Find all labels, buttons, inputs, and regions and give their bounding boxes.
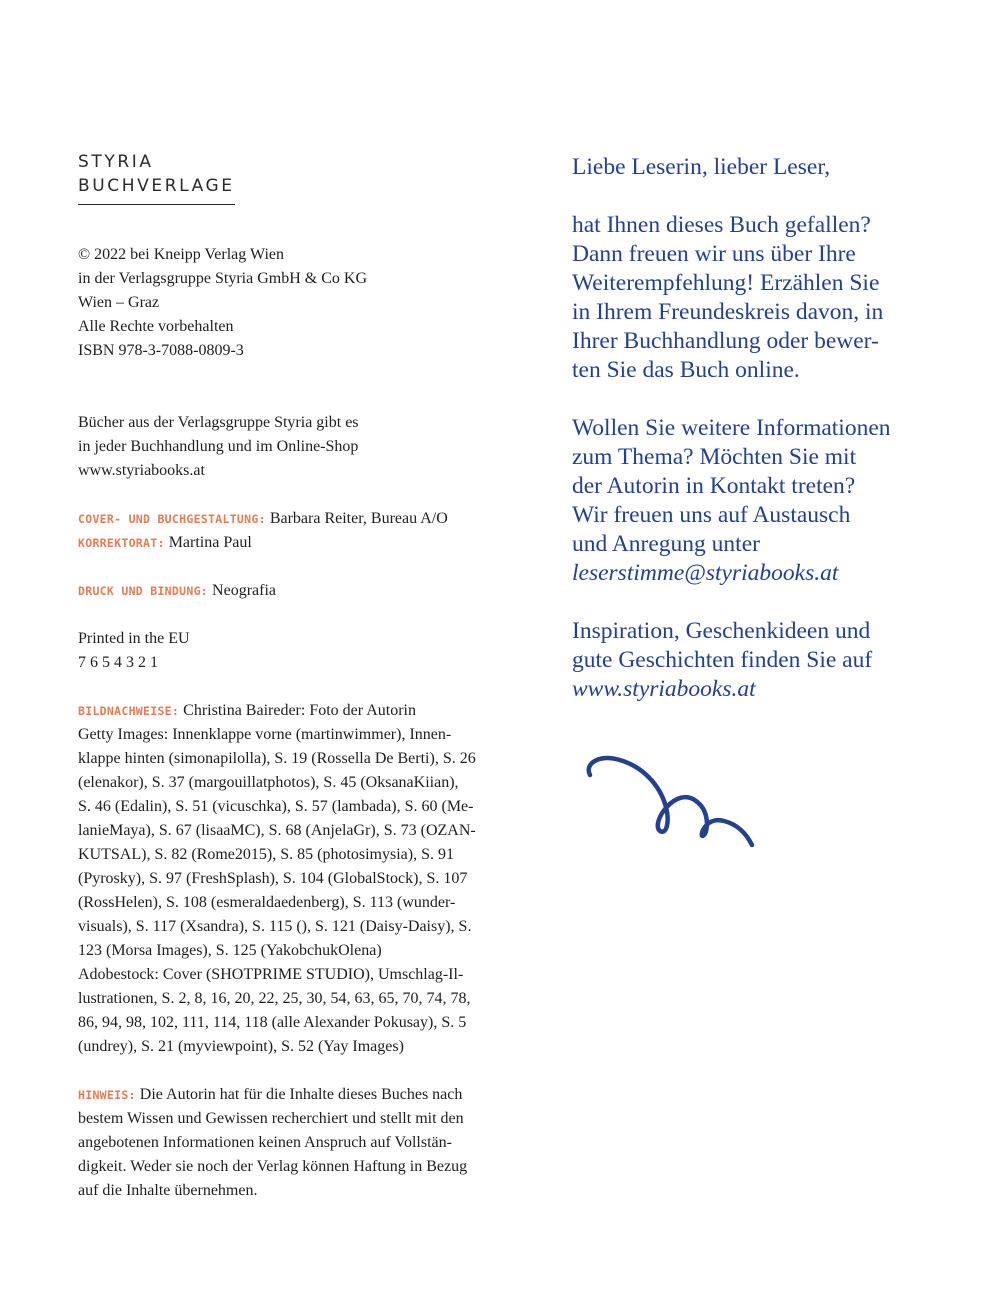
- letter-line: Wir freuen uns auf Austausch: [572, 502, 851, 528]
- letter-line: Weiterempfehlung! Erzählen Sie: [572, 270, 880, 296]
- picture-credits-block: [78, 699, 548, 1059]
- picture-credit-line: lanieMaya), S. 67 (lisaaMC), S. 68 (AnjelaGr), S. 73 (OZAN-: [78, 822, 476, 839]
- credit-label: KORREKTORAT:: [78, 536, 165, 550]
- picture-credit-line: 123 (Morsa Images), S. 125 (YakobchukOlena): [78, 942, 382, 959]
- credits-block: [78, 507, 548, 603]
- picture-credit-line: Adobestock: Cover (SHOTPRIME STUDIO), Umschlag-Il-: [78, 966, 464, 983]
- picture-credit-line: (elenakor), S. 37 (margouillatphotos), S. 45 (OksanaKiian),: [78, 774, 459, 791]
- notice-line: digkeit. Weder sie noch der Verlag können Haftung in Bezug: [78, 1158, 468, 1175]
- imprint-column: [78, 243, 548, 1203]
- imprint-line: Wien – Graz: [78, 294, 160, 311]
- publisher-logo: [78, 150, 235, 198]
- credit-printing: [78, 579, 548, 603]
- letter-line: Ihrer Buchhandlung oder bewer-: [572, 328, 879, 354]
- availability-block: [78, 411, 548, 483]
- letter-line: der Autorin in Kontakt treten?: [572, 473, 856, 499]
- picture-credit-line: S. 46 (Edalin), S. 51 (vicuschka), S. 57 (lambada), S. 60 (Me-: [78, 798, 474, 815]
- picture-credit-line: klappe hinten (simonapilolla), S. 19 (Rossella De Berti), S. 26: [78, 750, 476, 767]
- picture-credit-line: (undrey), S. 21 (myviewpoint), S. 52 (Yay Images): [78, 1038, 404, 1055]
- letter-line: hat Ihnen dieses Buch gefallen?: [572, 212, 871, 238]
- letter-line: zum Thema? Möchten Sie mit: [572, 444, 857, 470]
- credit-cover: [78, 507, 548, 531]
- logo-line-2: BUCHVERLAGE: [78, 176, 235, 196]
- printed-block: [78, 627, 548, 675]
- print-run: 7 6 5 4 3 2 1: [78, 654, 158, 671]
- isbn: ISBN 978-3-7088-0809-3: [78, 342, 244, 359]
- picture-credits-label: BILDNACHWEISE:: [78, 704, 180, 718]
- credit-label: DRUCK UND BINDUNG:: [78, 584, 209, 598]
- credit-value: Neografia: [212, 582, 276, 599]
- notice-line: [78, 1083, 548, 1107]
- picture-credit-line: KUTSAL), S. 82 (Rome2015), S. 85 (photosimysia), S. 91: [78, 846, 454, 863]
- availability-line: Bücher aus der Verlagsgruppe Styria gibt es: [78, 414, 359, 431]
- picture-credit-line: Getty Images: Innenklappe vorne (martinwimmer), Innen-: [78, 726, 452, 743]
- picture-credit-line: (Pyrosky), S. 97 (FreshSplash), S. 104 (GlobalStock), S. 107: [78, 870, 468, 887]
- letter-line: Inspiration, Geschenkideen und: [572, 618, 871, 644]
- logo-underline: [78, 204, 235, 205]
- printed-line: Printed in the EU: [78, 630, 190, 647]
- website-link[interactable]: www.styriabooks.at: [572, 676, 756, 702]
- credit-value: Barbara Reiter, Bureau A/O: [269, 510, 448, 527]
- imprint-line: © 2022 bei Kneipp Verlag Wien: [78, 246, 284, 263]
- picture-credit-line: visuals), S. 117 (Xsandra), S. 115 (), S. 121 (Daisy-Daisy), S.: [78, 918, 472, 935]
- imprint-line: Alle Rechte vorbehalten: [78, 318, 234, 335]
- notice-line: auf die Inhalte übernehmen.: [78, 1182, 258, 1199]
- notice-label: HINWEIS:: [78, 1088, 136, 1102]
- credit-label: COVER- UND BUCHGESTALTUNG:: [78, 512, 266, 526]
- logo-line-1: STYRIA: [78, 152, 154, 172]
- letter-line: ten Sie das Buch online.: [572, 357, 800, 383]
- letter-line: Dann freuen wir uns über Ihre: [572, 241, 856, 267]
- letter-line: in Ihrem Freundeskreis davon, in: [572, 299, 884, 325]
- letter-line: Wollen Sie weitere Informationen: [572, 415, 891, 441]
- notice-text: Die Autorin hat für die Inhalte dieses Buches nach: [139, 1086, 463, 1103]
- letter-line: und Anregung unter: [572, 531, 760, 557]
- website-link[interactable]: www.styriabooks.at: [78, 462, 205, 479]
- picture-credit-line: 86, 94, 98, 102, 111, 114, 118 (alle Alexander Pokusay), S. 5: [78, 1014, 467, 1031]
- email-link[interactable]: leserstimme@styriabooks.at: [572, 560, 839, 586]
- letter-line: gute Geschichten finden Sie auf: [572, 647, 873, 673]
- picture-credit-line: lustrationen, S. 2, 8, 16, 20, 22, 25, 30, 54, 63, 65, 70, 74, 78,: [78, 990, 471, 1007]
- copyright-block: [78, 243, 548, 363]
- squiggle-ornament-icon: [580, 745, 760, 865]
- notice-line: angebotenen Informationen keinen Anspruch auf Vollstän-: [78, 1134, 452, 1151]
- credit-value: Martina Paul: [168, 534, 252, 551]
- credit-proofreading: [78, 531, 548, 555]
- imprint-line: in der Verlagsgruppe Styria GmbH & Co KG: [78, 270, 367, 287]
- picture-credit-line: [78, 699, 548, 723]
- picture-credit-line: (RossHelen), S. 108 (esmeraldaedenberg), S. 113 (wunder-: [78, 894, 456, 911]
- letter-greeting: Liebe Leserin, lieber Leser,: [572, 154, 831, 180]
- notice-block: [78, 1083, 548, 1203]
- reader-letter: [572, 153, 952, 704]
- picture-credit-text: Christina Baireder: Foto der Autorin: [183, 702, 416, 719]
- notice-line: bestem Wissen und Gewissen recherchiert und stellt mit den: [78, 1110, 464, 1127]
- availability-line: in jeder Buchhandlung und im Online-Shop: [78, 438, 359, 455]
